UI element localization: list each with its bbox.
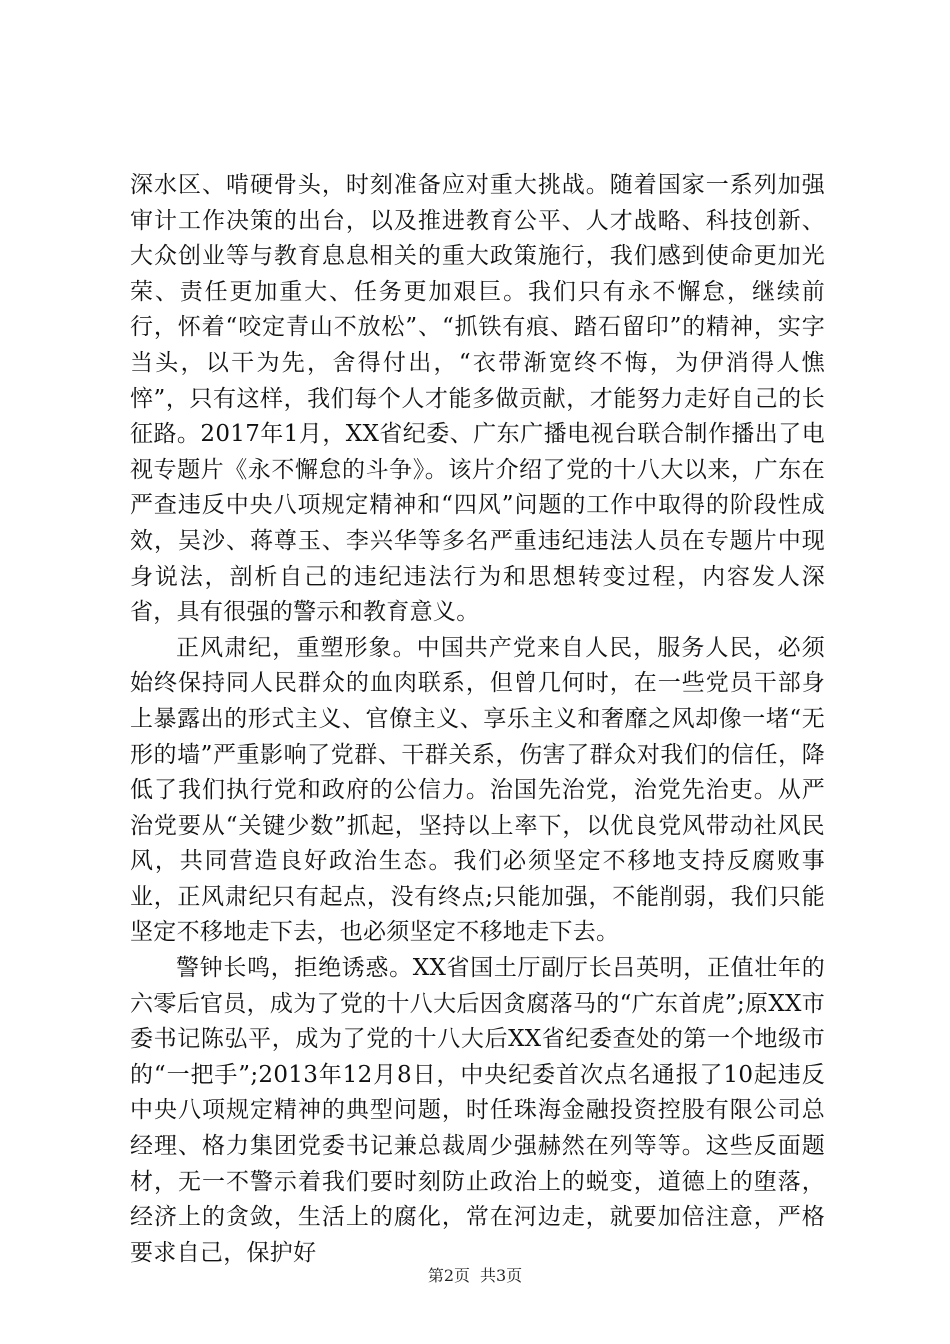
document-body bbox=[130, 168, 825, 1271]
page-footer bbox=[0, 1263, 950, 1286]
paragraph-1: 深水区、啃硬骨头，时刻准备应对重大挑战。随着国家一系列加强审计工作决策的出台，以及推进教育公平、人才战略、科技创新、大众创业等与教育息息相关的重大政策施行，我们感到使命更加光荣、责任更加重大、任务更加艰巨。我们只有永不懈怠，继续前行，怀着“咬定青山不放松”、“抓铁有痕、踏石留印”的精神，实字当头，以干为先，舍得付出，“衣带渐宽终不悔，为伊消得人憔悴”，只有这样，我们每个人才能多做贡献，才能努力走好自己的长征路。2017年1月，XX省纪委、广东广播电视台联合制作播出了电视专题片《永不懈怠的斗争》。该片介绍了党的十八大以来，广东在严查违反中央八项规定精神和“四风”问题的工作中取得的阶段性成效，吴沙、蒋尊玉、李兴华等多名严重违纪违法人员在专题片中现身说法，剖析自己的违纪违法行为和思想转变过程，内容发人深省，具有很强的警示和教育意义。 bbox=[130, 172, 825, 626]
page-number: 第2页 bbox=[427, 1266, 470, 1285]
paragraph-3: 警钟长鸣，拒绝诱惑。XX省国土厅副厅长吕英明，正值壮年的六零后官员，成为了党的十八大后因贪腐落马的“广东首虎”;原XX市委书记陈弘平，成为了党的十八大后XX省纪委查处的第一个地级市的“一把手”;2013年12月8日，中央纪委首次点名通报了10起违反中央八项规定精神的典型问题，时任珠海金融投资控股有限公司总经理、格力集团党委书记兼总裁周少强赫然在列等等。这些反面题材，无一不警示着我们要时刻防止政治上的蜕变，道德上的堕落，经济上的贪敛，生活上的腐化，常在河边走，就要加倍注意，严格要求自己，保护好 bbox=[130, 955, 825, 1266]
paragraph-2: 正风肃纪，重塑形象。中国共产党来自人民，服务人民，必须始终保持同人民群众的血肉联系，但曾几何时，在一些党员干部身上暴露出的形式主义、官僚主义、享乐主义和奢靡之风却像一堵“无形的墙”严重影响了党群、干群关系，伤害了群众对我们的信任，降低了我们执行党和政府的公信力。治国先治党，治党先治吏。从严治党要从“关键少数”抓起，坚持以上率下，以优良党风带动社风民风，共同营造良好政治生态。我们必须坚定不移地支持反腐败事业，正风肃纪只有起点，没有终点;只能加强，不能削弱，我们只能坚定不移地走下去，也必须坚定不移地走下去。 bbox=[130, 634, 825, 946]
page-total: 共3页 bbox=[480, 1266, 523, 1285]
